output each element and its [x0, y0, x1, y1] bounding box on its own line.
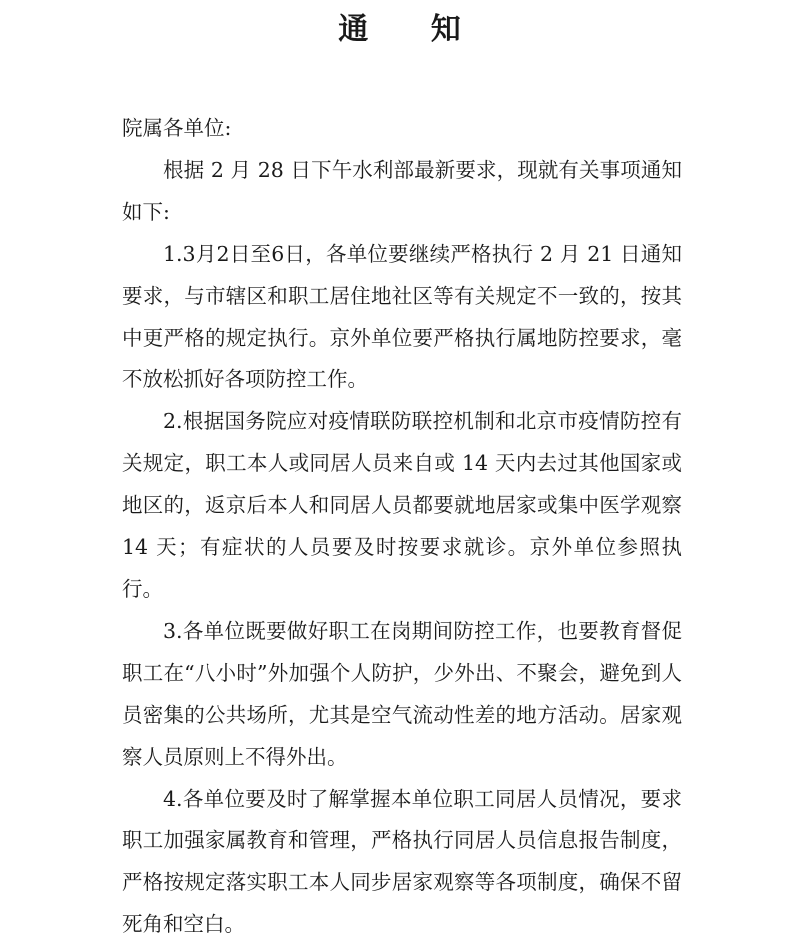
paragraph-intro: 根据 2 月 28 日下午水利部最新要求，现就有关事项通知如下:: [122, 150, 682, 234]
paragraph-item-1: 1.3月2日至6日，各单位要继续严格执行 2 月 21 日通知要求，与市辖区和职工居住地社区等有关规定不一致的，按其中更严格的规定执行。京外单位要严格执行属地防控要求，毫不放松抓好各项防控工作。: [122, 234, 682, 402]
salutation: 院属各单位:: [122, 108, 682, 150]
paragraph-item-4: 4.各单位要及时了解掌握本单位职工同居人员情况，要求职工加强家属教育和管理，严格执行同居人员信息报告制度，严格按规定落实职工本人同步居家观察等各项制度，确保不留死角和空白。: [122, 779, 682, 946]
paragraph-item-3: 3.各单位既要做好职工在岗期间防控工作，也要教育督促职工在“八小时”外加强个人防护，少外出、不聚会，避免到人员密集的公共场所，尤其是空气流动性差的地方活动。居家观察人员原则上不得外出。: [122, 611, 682, 779]
document-title: 通 知: [0, 8, 799, 52]
paragraph-item-2: 2.根据国务院应对疫情联防联控机制和北京市疫情防控有关规定，职工本人或同居人员来自或 14 天内去过其他国家或地区的，返京后本人和同居人员都要就地居家或集中医学观察 14 天；有症状的人员要及时按要求就诊。京外单位参照执行。: [122, 401, 682, 611]
document-body: [122, 108, 682, 946]
